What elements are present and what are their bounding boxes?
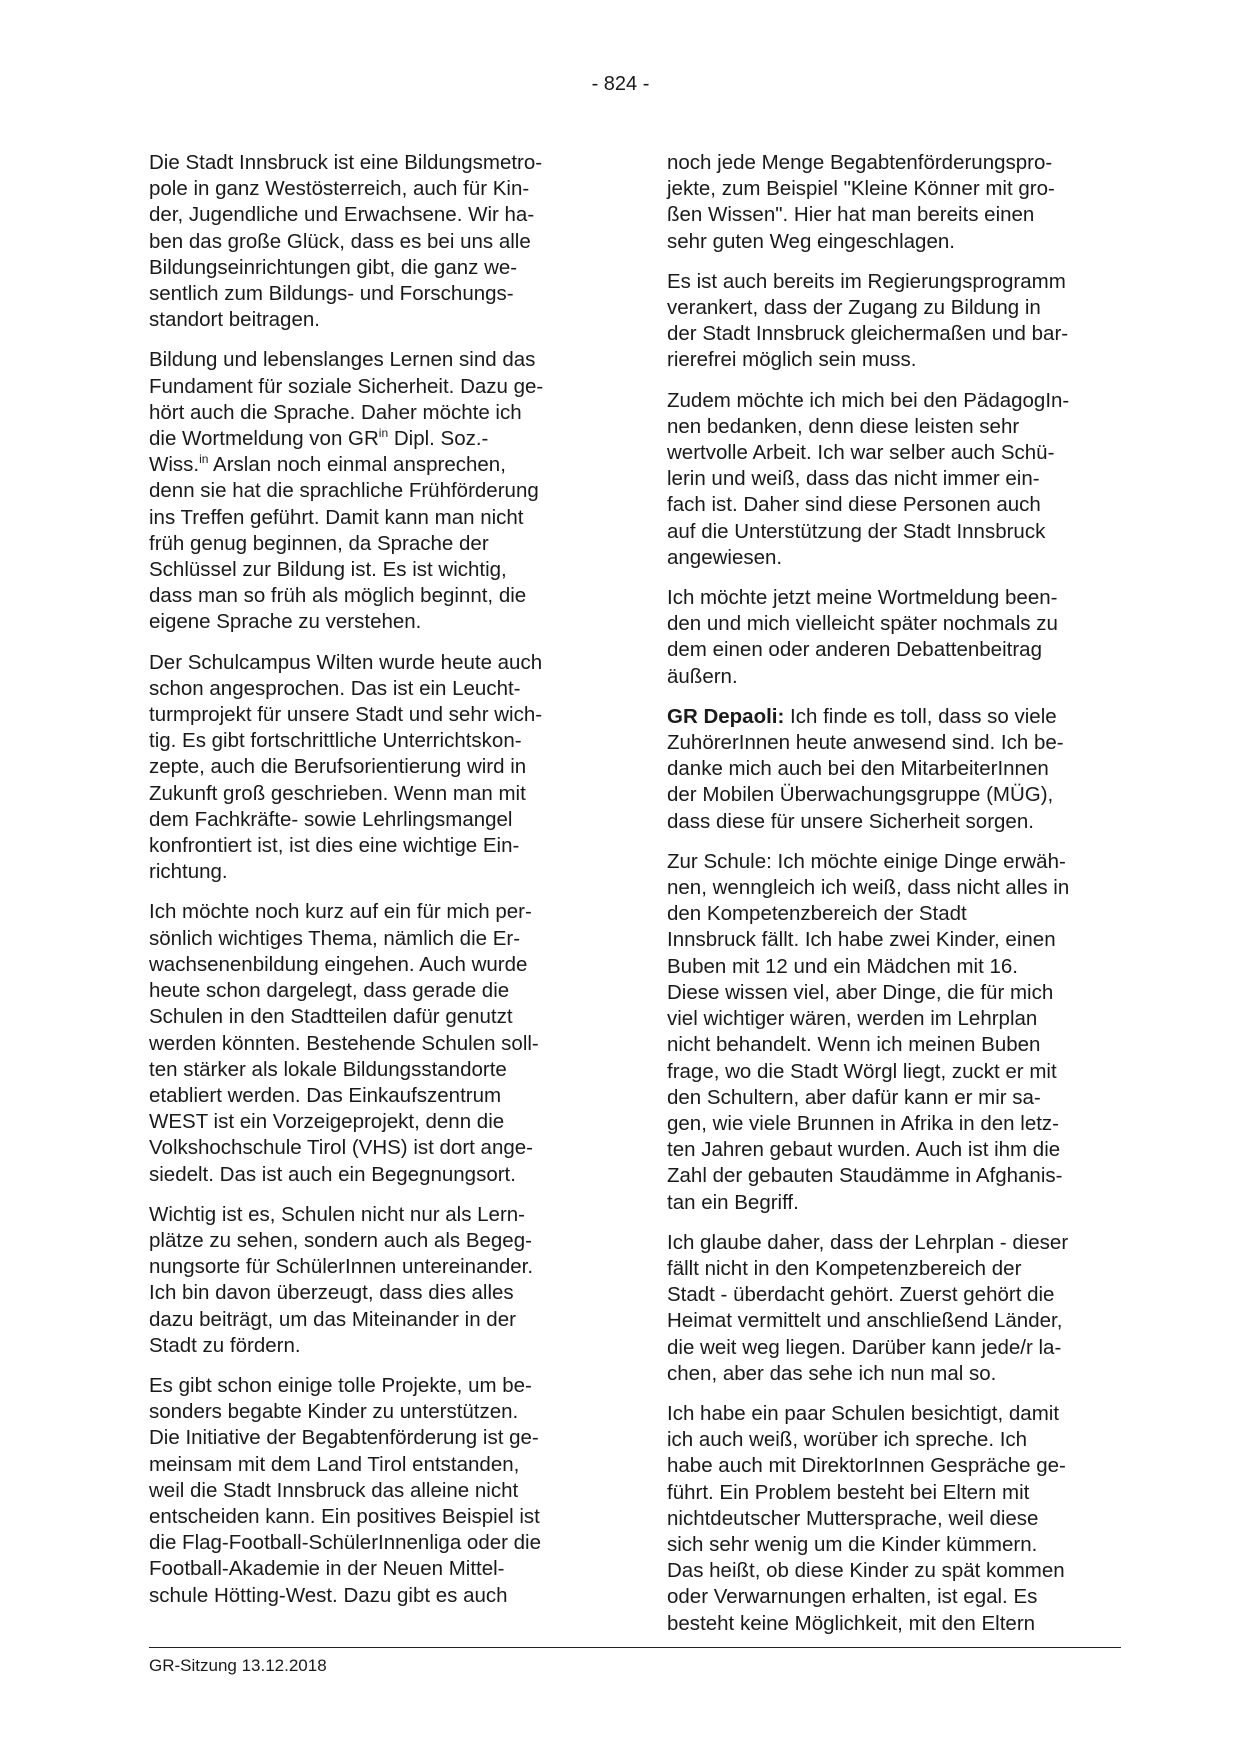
text-line: dem einen oder anderen Debattenbeitrag xyxy=(667,638,1042,662)
text-line: wertvolle Arbeit. Ich war selber auch Schü- xyxy=(667,441,1055,465)
text-line: denn sie hat die sprachliche Frühförderung xyxy=(149,479,539,503)
text-line: habe auch mit DirektorInnen Gespräche ge- xyxy=(667,1454,1066,1478)
text-line: turmprojekt für unsere Stadt und sehr wich- xyxy=(149,703,543,727)
text-line: Heimat vermittelt und anschließend Länder, xyxy=(667,1309,1063,1333)
superscript: in xyxy=(378,426,389,441)
text-line: nen, wenngleich ich weiß, dass nicht alles in xyxy=(667,876,1070,900)
text-line: Ich bin davon überzeugt, dass dies alles xyxy=(149,1281,514,1305)
text-line: Es ist auch bereits im Regierungsprogramm xyxy=(667,269,1066,293)
paragraph xyxy=(667,269,1107,374)
text-fragment: Arslan noch einmal ansprechen, xyxy=(208,453,506,477)
paragraph xyxy=(149,150,589,333)
text-line: danke mich auch bei den MitarbeiterInnen xyxy=(667,757,1049,781)
paragraph xyxy=(667,1401,1107,1637)
text-line: standort beitragen. xyxy=(149,308,320,332)
text-line: tan ein Begriff. xyxy=(667,1190,799,1214)
text-line: ZuhörerInnen heute anwesend sind. Ich be- xyxy=(667,731,1064,755)
text-line: äußern. xyxy=(667,664,738,688)
text-line: fällt nicht in den Kompetenzbereich der xyxy=(667,1256,1022,1280)
text-line: sönlich wichtiges Thema, nämlich die Er- xyxy=(149,926,521,950)
text-line: chen, aber das sehe ich nun mal so. xyxy=(667,1361,997,1385)
text-line xyxy=(149,426,589,452)
paragraph xyxy=(149,650,589,886)
text-line: Die Stadt Innsbruck ist eine Bildungsmetro- xyxy=(149,151,543,174)
text-line: schon angesprochen. Das ist ein Leucht- xyxy=(149,676,521,700)
superscript: in xyxy=(199,452,209,467)
text-line: siedelt. Das ist auch ein Begegnungsort. xyxy=(149,1162,516,1186)
text-line: Das heißt, ob diese Kinder zu spät kommen xyxy=(667,1559,1065,1583)
text-line: sonders begabte Kinder zu unterstützen. xyxy=(149,1400,519,1424)
text-line: der, Jugendliche und Erwachsene. Wir ha- xyxy=(149,203,535,227)
text-line: richtung. xyxy=(149,860,228,884)
text-line: plätze zu sehen, sondern auch als Begeg- xyxy=(149,1228,532,1252)
text-line: nungsorte für SchülerInnen untereinander. xyxy=(149,1255,534,1279)
paragraph xyxy=(667,849,1107,1216)
text-line xyxy=(149,452,589,478)
text-line: Zudem möchte ich mich bei den PädagogIn- xyxy=(667,388,1070,412)
text-line: ßen Wissen". Hier hat man bereits einen xyxy=(667,203,1035,227)
text-line: oder Verwarnungen erhalten, ist egal. Es xyxy=(667,1585,1038,1609)
text-line: der Mobilen Überwachungsgruppe (MÜG), xyxy=(667,783,1054,807)
text-line: viel wichtiger wären, werden im Lehrplan xyxy=(667,1007,1038,1031)
text-line: den Kompetenzbereich der Stadt xyxy=(667,902,967,926)
text-line: Football-Akademie in der Neuen Mittel- xyxy=(149,1557,505,1581)
text-line: Bildungseinrichtungen gibt, die ganz we- xyxy=(149,255,518,279)
text-line: Der Schulcampus Wilten wurde heute auch xyxy=(149,650,543,674)
text-line: heute schon dargelegt, dass gerade die xyxy=(149,979,510,1003)
text-line: lerin und weiß, dass das nicht immer ein- xyxy=(667,467,1040,491)
text-line: Schlüssel zur Bildung ist. Es ist wichtig, xyxy=(149,558,507,582)
text-line: früh genug beginnen, da Sprache der xyxy=(149,531,489,555)
text-line: nichtdeutscher Muttersprache, weil diese xyxy=(667,1506,1039,1530)
text-line: Diese wissen viel, aber Dinge, die für mich xyxy=(667,980,1054,1004)
footer-session-date: GR-Sitzung 13.12.2018 xyxy=(149,1656,327,1675)
text-line: tig. Es gibt fortschrittliche Unterrichtskon- xyxy=(149,729,522,753)
text-line: besteht keine Möglichkeit, mit den Eltern xyxy=(667,1611,1036,1635)
paragraph xyxy=(149,347,589,635)
text-line: den und mich vielleicht später nochmals zu xyxy=(667,612,1058,636)
text-line: nen bedanken, denn diese leisten sehr xyxy=(667,414,1020,438)
text-line: gen, wie viele Brunnen in Afrika in den letz- xyxy=(667,1111,1060,1135)
text-line: Ich möchte jetzt meine Wortmeldung been- xyxy=(667,586,1058,610)
text-line: Stadt - überdacht gehört. Zuerst gehört die xyxy=(667,1283,1055,1307)
text-line: sich sehr wenig um die Kinder kümmern. xyxy=(667,1532,1038,1556)
text-line: Zukunft groß geschrieben. Wenn man mit xyxy=(149,781,526,805)
text-line: Zur Schule: Ich möchte einige Dinge erwäh- xyxy=(667,849,1066,873)
text-line: dass diese für unsere Sicherheit sorgen. xyxy=(667,809,1034,833)
text-line: weil die Stadt Innsbruck das alleine nicht xyxy=(149,1478,519,1502)
page-number: - 824 - xyxy=(591,73,650,95)
text-fragment: Dipl. Soz.- xyxy=(388,427,489,451)
text-line: der Stadt Innsbruck gleichermaßen und bar- xyxy=(667,322,1069,346)
text-line: Volkshochschule Tirol (VHS) ist dort ange- xyxy=(149,1136,533,1160)
paragraph xyxy=(667,1230,1107,1387)
text-line: ins Treffen geführt. Damit kann man nicht xyxy=(149,505,524,529)
text-line: Zahl der gebauten Staudämme in Afghanis- xyxy=(667,1164,1063,1188)
text-line: Wichtig ist es, Schulen nicht nur als Lern- xyxy=(149,1202,525,1226)
text-line: sehr guten Weg eingeschlagen. xyxy=(667,229,955,253)
text-line: noch jede Menge Begabtenförderungspro- xyxy=(667,151,1053,174)
text-line: die Flag-Football-SchülerInnenliga oder die xyxy=(149,1531,542,1555)
text-line xyxy=(667,704,1107,730)
speaker-name: GR Depaoli: xyxy=(667,704,785,728)
text-line: auf die Unterstützung der Stadt Innsbruck xyxy=(667,519,1046,543)
text-line: werden könnten. Bestehende Schulen soll- xyxy=(149,1031,539,1055)
text-line: verankert, dass der Zugang zu Bildung in xyxy=(667,296,1041,320)
text-line: dazu beiträgt, um das Miteinander in der xyxy=(149,1307,516,1331)
text-line: pole in ganz Westösterreich, auch für Kin- xyxy=(149,177,530,201)
text-line: Es gibt schon einige tolle Projekte, um be- xyxy=(149,1373,532,1397)
text-line: ten stärker als lokale Bildungsstandorte xyxy=(149,1057,507,1081)
text-line: Die Initiative der Begabtenförderung ist ge- xyxy=(149,1426,539,1450)
text-line: wachsenenbildung eingehen. Auch wurde xyxy=(149,952,528,976)
paragraph xyxy=(149,899,589,1187)
text-line: nicht behandelt. Wenn ich meinen Buben xyxy=(667,1033,1041,1057)
text-line: frage, wo die Stadt Wörgl liegt, zuckt er mit xyxy=(667,1059,1057,1083)
text-fragment: Wiss. xyxy=(149,453,200,477)
paragraph xyxy=(667,704,1107,835)
text-line: fach ist. Daher sind diese Personen auch xyxy=(667,493,1041,517)
text-line: zepte, auch die Berufsorientierung wird in xyxy=(149,755,527,779)
text-line: Schulen in den Stadtteilen dafür genutzt xyxy=(149,1005,513,1029)
text-fragment: Ich finde es toll, dass so viele xyxy=(784,704,1057,728)
text-line: entscheiden kann. Ein positives Beispiel ist xyxy=(149,1504,540,1528)
text-line: Ich glaube daher, dass der Lehrplan - dieser xyxy=(667,1230,1069,1254)
text-line: sentlich zum Bildungs- und Forschungs- xyxy=(149,282,514,306)
paragraph xyxy=(667,585,1107,690)
text-line: dass man so früh als möglich beginnt, die xyxy=(149,584,527,608)
right-column xyxy=(667,150,1107,1651)
paragraph xyxy=(149,1202,589,1359)
paragraph xyxy=(149,1373,589,1609)
text-line: Ich habe ein paar Schulen besichtigt, damit xyxy=(667,1401,1060,1425)
text-line: ich auch weiß, worüber ich spreche. Ich xyxy=(667,1428,1028,1452)
text-line: etabliert werden. Das Einkaufszentrum xyxy=(149,1083,502,1107)
text-line: Buben mit 12 und ein Mädchen mit 16. xyxy=(667,954,1018,978)
text-line: Fundament für soziale Sicherheit. Dazu ge- xyxy=(149,374,544,398)
text-line: eigene Sprache zu verstehen. xyxy=(149,610,422,634)
text-line: ten Jahren gebaut wurden. Auch ist ihm die xyxy=(667,1138,1061,1162)
text-line: Ich möchte noch kurz auf ein für mich per- xyxy=(149,900,532,924)
text-line: WEST ist ein Vorzeigeprojekt, denn die xyxy=(149,1110,505,1134)
text-line: jekte, zum Beispiel "Kleine Könner mit gro- xyxy=(667,177,1055,201)
text-line: führt. Ein Problem besteht bei Eltern mit xyxy=(667,1480,1030,1504)
text-line: konfrontiert ist, ist dies eine wichtige Ein- xyxy=(149,834,520,858)
text-line: rierefrei möglich sein muss. xyxy=(667,348,917,372)
footer-divider xyxy=(149,1647,1121,1648)
left-column xyxy=(149,150,589,1623)
paragraph xyxy=(667,388,1107,571)
paragraph xyxy=(667,150,1107,255)
text-fragment: die Wortmeldung von GR xyxy=(149,427,379,451)
text-line: angewiesen. xyxy=(667,545,783,569)
text-line: hört auch die Sprache. Daher möchte ich xyxy=(149,400,522,424)
text-line: dem Fachkräfte- sowie Lehrlingsmangel xyxy=(149,807,513,831)
text-line: die weit weg liegen. Darüber kann jede/r la- xyxy=(667,1335,1062,1359)
text-line: Bildung und lebenslanges Lernen sind das xyxy=(149,348,536,372)
text-line: meinsam mit dem Land Tirol entstanden, xyxy=(149,1452,520,1476)
text-line: ben das große Glück, dass es bei uns alle xyxy=(149,229,531,253)
text-line: Innsbruck fällt. Ich habe zwei Kinder, einen xyxy=(667,928,1056,952)
text-line: den Schultern, aber dafür kann er mir sa- xyxy=(667,1085,1041,1109)
text-line: schule Hötting-West. Dazu gibt es auch xyxy=(149,1583,508,1607)
text-line: Stadt zu fördern. xyxy=(149,1333,301,1357)
